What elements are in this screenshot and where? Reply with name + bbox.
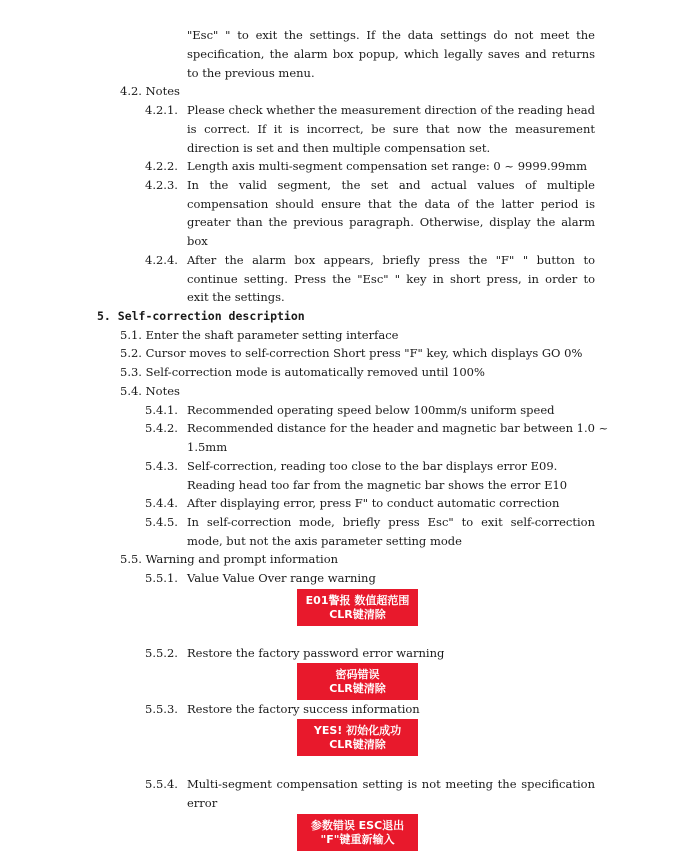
item-line: Reading head too far from the magnetic bar shows the error E10 bbox=[187, 478, 568, 492]
item-line: continue setting. Press the "Esc" " key in short press, in order to bbox=[187, 272, 595, 286]
item-line: greater than the previous paragraph. Otherwise, display the alarm bbox=[187, 215, 595, 229]
item-line: After the alarm box appears, briefly press the "F" " button to bbox=[187, 253, 595, 267]
paragraph-line: specification, the alarm box popup, which legally saves and returns bbox=[187, 47, 595, 61]
item-number: 5.4.5. bbox=[145, 515, 178, 529]
alarm-box-param-error bbox=[297, 814, 418, 851]
item-line: 1.5mm bbox=[187, 440, 228, 454]
item-line: Self-correction, reading too close to the bar displays error E09. bbox=[187, 459, 558, 473]
item-line: Length axis multi-segment compensation set range: 0 ~ 9999.99mm bbox=[187, 159, 588, 173]
alarm-box-line: CLR键清除 bbox=[329, 681, 386, 695]
alarm-box-line: 参数错误 ESC退出 bbox=[310, 818, 405, 832]
item-line: Multi-segment compensation setting is not meeting the specification bbox=[187, 777, 595, 791]
alarm-box-line: CLR键清除 bbox=[329, 607, 386, 621]
item-line: error bbox=[187, 796, 218, 810]
item-line: Value Value Over range warning bbox=[187, 571, 376, 585]
section-heading-5: 5. Self-correction description bbox=[97, 309, 305, 323]
item-line: exit the settings. bbox=[187, 290, 285, 304]
item-line: Restore the factory success information bbox=[187, 702, 420, 716]
item-number: 4.2.4. bbox=[145, 253, 178, 267]
alarm-box-line: YES! 初始化成功 bbox=[313, 723, 402, 737]
subsection-5-3: 5.3. Self-correction mode is automatically removed until 100% bbox=[120, 365, 485, 379]
alarm-box-line: CLR键清除 bbox=[329, 737, 386, 751]
item-line: is correct. If it is incorrect, be sure that now the measurement bbox=[187, 122, 595, 136]
item-line: box bbox=[187, 234, 208, 248]
subsection-5-4: 5.4. Notes bbox=[120, 384, 180, 398]
alarm-box-line: E01警报 数值超范围 bbox=[305, 593, 410, 607]
item-line: In the valid segment, the set and actual values of multiple bbox=[187, 178, 595, 192]
item-number: 4.2.2. bbox=[145, 159, 178, 173]
item-line: direction is set and then multiple compensation set. bbox=[187, 141, 491, 155]
item-number: 5.5.3. bbox=[145, 702, 178, 716]
subsection-5-2: 5.2. Cursor moves to self-correction Short press "F" key, which displays GO 0% bbox=[120, 346, 583, 360]
section-heading-4-2: 4.2. Notes bbox=[120, 84, 180, 98]
item-number: 5.4.3. bbox=[145, 459, 178, 473]
alarm-box-success bbox=[297, 719, 418, 756]
alarm-box-password bbox=[297, 663, 418, 700]
paragraph-line: to the previous menu. bbox=[187, 66, 315, 80]
subsection-5-1: 5.1. Enter the shaft parameter setting interface bbox=[120, 328, 399, 342]
item-line: Recommended distance for the header and magnetic bar between 1.0 ~ bbox=[187, 421, 609, 435]
item-number: 5.4.1. bbox=[145, 403, 178, 417]
item-number: 5.5.4. bbox=[145, 777, 178, 791]
paragraph-line: "Esc" " to exit the settings. If the data settings do not meet the bbox=[187, 28, 595, 42]
alarm-box-e01 bbox=[297, 589, 418, 626]
item-line: In self-correction mode, briefly press Esc" to exit self-correction bbox=[187, 515, 595, 529]
item-line: mode, but not the axis parameter setting mode bbox=[187, 534, 462, 548]
subsection-5-5: 5.5. Warning and prompt information bbox=[120, 552, 339, 566]
item-number: 5.5.1. bbox=[145, 571, 178, 585]
item-line: Restore the factory password error warning bbox=[187, 646, 445, 660]
item-number: 5.4.2. bbox=[145, 421, 178, 435]
item-number: 4.2.3. bbox=[145, 178, 178, 192]
item-line: Please check whether the measurement direction of the reading head bbox=[187, 103, 595, 117]
item-number: 5.4.4. bbox=[145, 496, 178, 510]
alarm-box-line: "F"键重新输入 bbox=[320, 832, 395, 846]
item-number: 5.5.2. bbox=[145, 646, 178, 660]
item-line: compensation should ensure that the data of the latter period is bbox=[187, 197, 595, 211]
alarm-box-line: 密码错误 bbox=[335, 667, 380, 681]
item-line: After displaying error, press F" to conduct automatic correction bbox=[187, 496, 560, 510]
item-line: Recommended operating speed below 100mm/s uniform speed bbox=[187, 403, 555, 417]
item-number: 4.2.1. bbox=[145, 103, 178, 117]
